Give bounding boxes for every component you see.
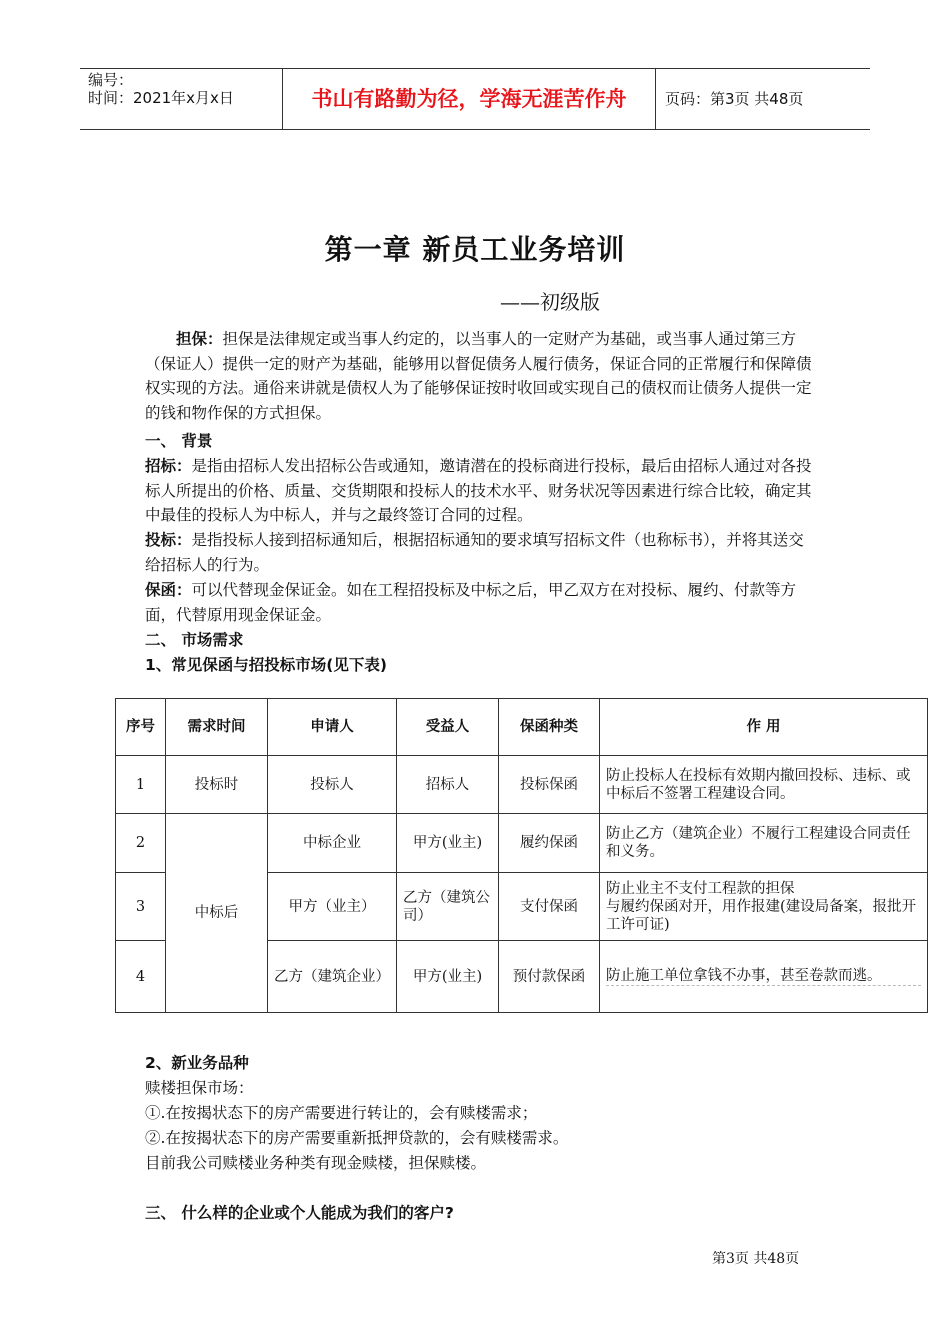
cell-type: 支付保函	[499, 873, 600, 941]
cell-applicant: 中标企业	[268, 814, 397, 873]
th-applicant: 申请人	[268, 699, 397, 756]
header-page-label: 页码：第3页 共48页	[665, 90, 804, 108]
cell-use	[600, 873, 928, 941]
guarantee-text: 担保是法律规定或当事人约定的，以当事人的一定财产为基础，或当事人通过第三方（保证人）提供一定的财产为基础，能够用以督促债务人履行债务，保证合同的正常履行和保障债权实现的方法。通俗来讲就是债权人为了能够保证按时收回或实现自己的债权而让债务人提供一定的钱和物作保的方式担保。	[145, 330, 812, 422]
cell-no: 3	[116, 873, 166, 941]
table-row	[116, 814, 928, 873]
cell-time: 投标时	[166, 756, 268, 814]
bidding-paragraph	[145, 454, 815, 528]
section2-sub1: 1、常见保函与招投标市场(见下表)	[145, 656, 387, 674]
bond-term: 保函：	[145, 581, 192, 599]
cell-use-text: 防止施工单位拿钱不办事，甚至卷款而逃。	[606, 967, 921, 986]
guarantee-table	[115, 698, 928, 1013]
cell-applicant: 乙方（建筑企业）	[268, 941, 397, 1013]
section1-heading: 一、 背景	[145, 432, 213, 450]
cell-use: 防止投标人在投标有效期内撤回投标、违标、或中标后不签署工程建设合同。	[600, 756, 928, 814]
guarantee-term: 担保：	[176, 330, 223, 348]
cell-applicant: 甲方（业主）	[268, 873, 397, 941]
th-use: 作 用	[600, 699, 928, 756]
redemption-current: 目前我公司赎楼业务种类有现金赎楼，担保赎楼。	[145, 1154, 487, 1172]
th-time: 需求时间	[166, 699, 268, 756]
th-type: 保函种类	[499, 699, 600, 756]
page-footer: 第3页 共48页	[712, 1251, 800, 1267]
chapter-title: 第一章 新员工业务培训	[324, 233, 626, 266]
bidding-text: 是指由招标人发出招标公告或通知，邀请潜在的投标商进行投标，最后由招标人通过对各投标人所提出的价格、质量、交货期限和投标人的技术水平、财务状况等因素进行综合比较，确定其中最佳的投标人为中标人，并与之最终签订合同的过程。	[145, 457, 812, 524]
guarantee-paragraph	[145, 327, 815, 425]
time-label: 时间：2021年x月x日	[88, 89, 234, 107]
cell-beneficiary: 甲方(业主)	[397, 941, 499, 1013]
th-no: 序号	[116, 699, 166, 756]
cell-no: 1	[116, 756, 166, 814]
table-header-row	[116, 699, 928, 756]
bond-paragraph	[145, 578, 815, 627]
redemption-item-1: ①.在按揭状态下的房产需要进行转让的，会有赎楼需求；	[145, 1104, 538, 1122]
code-label: 编号：	[88, 71, 134, 89]
cell-no: 4	[116, 941, 166, 1013]
tender-term: 投标：	[145, 531, 192, 549]
tender-text: 是指投标人接到招标通知后，根据招标通知的要求填写招标文件（也称标书），并将其送交给招标人的行为。	[145, 531, 804, 574]
bond-text: 可以代替现金保证金。如在工程招投标及中标之后，甲乙双方在对投标、履约、付款等方面，代替原用现金保证金。	[145, 581, 797, 624]
section2-sub2: 2、新业务品种	[145, 1054, 249, 1072]
cell-use-line1: 防止业主不支付工程款的担保	[606, 880, 795, 897]
th-beneficiary: 受益人	[397, 699, 499, 756]
chapter-subtitle: ——初级版	[500, 290, 600, 314]
cell-applicant: 投标人	[268, 756, 397, 814]
cell-use-line2: 与履约保函对开，用作报建(建设局备案，报批开工许可证)	[606, 898, 917, 933]
header-meta	[88, 71, 283, 107]
header-motto: 书山有路勤为径，学海无涯苦作舟	[282, 69, 656, 129]
table-row	[116, 756, 928, 814]
section3-heading: 三、 什么样的企业或个人能成为我们的客户?	[145, 1204, 454, 1222]
cell-beneficiary: 乙方（建筑公司）	[397, 873, 499, 941]
section2-heading: 二、 市场需求	[145, 631, 244, 649]
cell-use: 防止乙方（建筑企业）不履行工程建设合同责任和义务。	[600, 814, 928, 873]
tender-paragraph	[145, 528, 815, 577]
cell-type: 预付款保函	[499, 941, 600, 1013]
bidding-term: 招标：	[145, 457, 192, 475]
redemption-market: 赎楼担保市场：	[145, 1079, 254, 1097]
cell-beneficiary: 招标人	[397, 756, 499, 814]
cell-type: 投标保函	[499, 756, 600, 814]
page-header	[80, 68, 870, 130]
cell-beneficiary: 甲方(业主)	[397, 814, 499, 873]
redemption-item-2: ②.在按揭状态下的房产需要重新抵押贷款的，会有赎楼需求。	[145, 1129, 569, 1147]
cell-time: 中标后	[166, 814, 268, 1013]
cell-no: 2	[116, 814, 166, 873]
cell-type: 履约保函	[499, 814, 600, 873]
cell-use	[600, 941, 928, 1013]
